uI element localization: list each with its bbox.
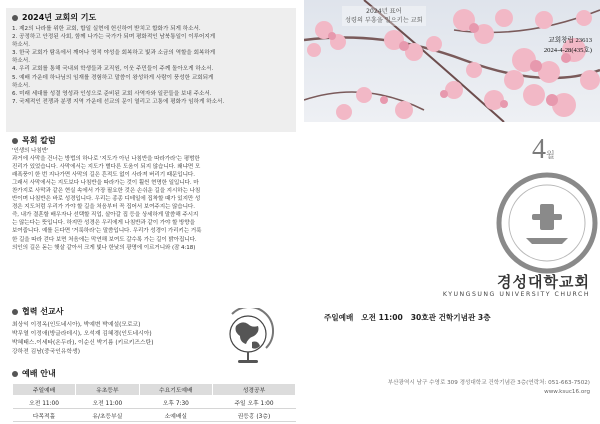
column-line: 보여줍니다. 예를 든다면 '거룩하라'는 말씀입니다. 우리가 성경이 가리키는 거룩 [12,228,202,235]
table-row [13,409,296,422]
column-line: 과거에 사막을 건너는 방법의 하나로 '지도가 아닌 나침반을 따라가라'는 평범한 [12,156,200,163]
prayer-item: 7. 국제적인 전쟁과 분쟁 지역 가운데 선교의 문이 열리고 고통에 평화가 임하게 하소서. [12,98,225,105]
left-panel [6,6,296,420]
column-body [12,147,294,252]
bullet-icon [12,15,18,21]
column-line: 즉, 내가 결혼할 배우자나 선택할 직업, 살아갈 집 등을 상세하게 말씀해 주시지 [12,212,199,219]
bullet-icon [12,138,18,144]
schedule-title: 예배 안내 [12,368,296,379]
table-cell: 오전 11:00 [76,396,140,409]
motto-text: 성령의 부흥을 일으키는 교회 [345,17,423,24]
schedule-table [12,383,296,422]
column-line: 의인의 길은 돋는 햇살 같아서 크게 빛나 한낮의 광명에 이르거니와 (잠 4:18) [12,244,196,251]
service-label: 주일예배 [324,313,354,322]
address-block [310,379,590,397]
column-header [12,135,292,146]
month-label: 4월 [532,134,555,165]
right-panel [304,0,600,424]
table-cell: 주일 오후 1:00 [213,396,296,409]
missionary-item: 박혜태스.이세타(온두라), 이순신 박기름 (키르키즈스탄) [12,340,154,346]
column-line: 는 않는다는 뜻입니다. 하지만 성경은 우리에게 나침반과 같이 가야 할 방향을 [12,220,195,227]
table-header: 유초등부 [76,384,140,396]
missionary-item: 박무열 이정애(방글라데시), 오석재 김혜경(인도네시아) [12,331,152,337]
column-line: 래폭풍이 한 번 지나가면 사막의 길은 흔적도 없이 사라져 버리기 때문입니다. [12,172,195,179]
table-cell: 오전 11:00 [13,396,76,409]
service-place: 30호관 건학기념관 3층 [410,313,491,322]
column-line: 찬가지로 사막과 같은 현실 속에서 가장 필요한 것은 손쉬운 길을 지시하는 나침 [12,188,201,195]
column-line: 경은 지도처럼 우리가 가야 할 길을 처음부터 꼭 집어서 보여주지는 않습니다. [12,204,195,211]
globe-icon [222,308,276,368]
service-time: 오전 11:00 [361,313,403,322]
prayer-item: 5. 예배 가운데 하나님의 임재를 경험하고 말씀이 왕성하게 사람이 풍성한 교회되게 [12,74,214,81]
prayer-item: 하소서. [12,58,30,65]
prayer-item: 3. 한국 교회가 탐욕에서 깨어나 영적 야성을 회복하고 빛과 소금의 역할을 회복하게 [12,50,216,57]
prayer-item: 2. 공정하고 안정된 사회, 함께 나가는 국가가 되며 평화적인 남북통일이 이루어지게 [12,34,216,41]
missionary-item: 강하전 김남(중국인유학생) [12,349,80,355]
issue-info [544,36,592,56]
prayer-item: 하소서. [12,42,30,49]
church-emblem-icon [492,168,600,278]
motto-year: 2024년 표어 [365,8,402,15]
church-address: 부산광역시 남구 수영로 309 경성대학교 건학기념관 3층(연락처: 051-663-7502) [387,380,590,386]
prayer-item: 하소서. [12,82,30,89]
schedule-section [12,368,296,422]
prayer-list [12,25,290,106]
missionary-item: 최상익 이정옥(인도네시아), 박예변 박예설(모로코) [12,322,141,328]
prayer-section [6,8,296,132]
church-website[interactable]: www.ksuc16.org [544,389,590,395]
bullet-icon [12,309,18,315]
column-line: 그래서 사막에서는 지도보다 나침반을 따라가는 것이 훨씬 현명한 일입니다. 마 [12,180,199,187]
table-cell: 소예배실 [139,409,212,422]
church-name: 경성대학교회 [497,273,590,291]
table-cell: 다목적홀 [13,409,76,422]
table-header: 주일예배 [13,384,76,396]
table-row [13,396,296,409]
missionaries-title: 협력 선교사 [12,306,212,317]
column-line: 진리가 있었습니다. 사막에서는 지도가 별다른 도움이 되지 않습니다. 왜냐면 모 [12,164,201,171]
issue-date: 2024-4-28(435호) [543,47,592,54]
founding-number: 교회창립 23613 [548,37,592,44]
service-info [324,312,600,323]
column-line: 한 길을 따라 걷다 보면 처음에는 막연해 보여도 갈수록 가는 길이 밝아집니다. [12,236,197,243]
missionaries-section [12,306,212,357]
church-name-english: KYUNGSUNG UNIVERSITY CHURCH [442,291,590,298]
column-line: 반이며 나침반은 바로 성경입니다. 우리는 종종 디테일에 집착할 때가 있지만 성 [12,196,201,203]
column-subtitle: '인생의 나침반' [12,148,49,154]
missionaries-list [12,321,212,357]
prayer-title: 2024년 교회의 기도 [12,12,290,23]
prayer-item: 6. 미래 세대를 성결 영성과 인성으로 준비된 교회 사역자와 일꾼들을 보내 주소서. [12,90,212,97]
table-header: 성경공부 [213,384,296,396]
table-cell: 유/초등부실 [76,409,140,422]
bullet-icon [12,371,18,377]
table-header-row [13,384,296,396]
motto-caption [342,6,426,26]
prayer-item: 4. 우리 교회를 통해 국내외 학생들과 교직원, 이웃 주민들이 주께 돌아오게 하소서. [12,66,214,73]
table-cell: 권등홍 (3층) [213,409,296,422]
table-header: 수요기도예배 [139,384,212,396]
table-cell: 오후 7:30 [139,396,212,409]
prayer-item: 1. 제2의 나라를 위한 교회, 합일 실현에 헌신하여 받치고 합화가 되게 하소서. [12,26,201,32]
column-title: 목회 칼럼 [12,135,292,146]
